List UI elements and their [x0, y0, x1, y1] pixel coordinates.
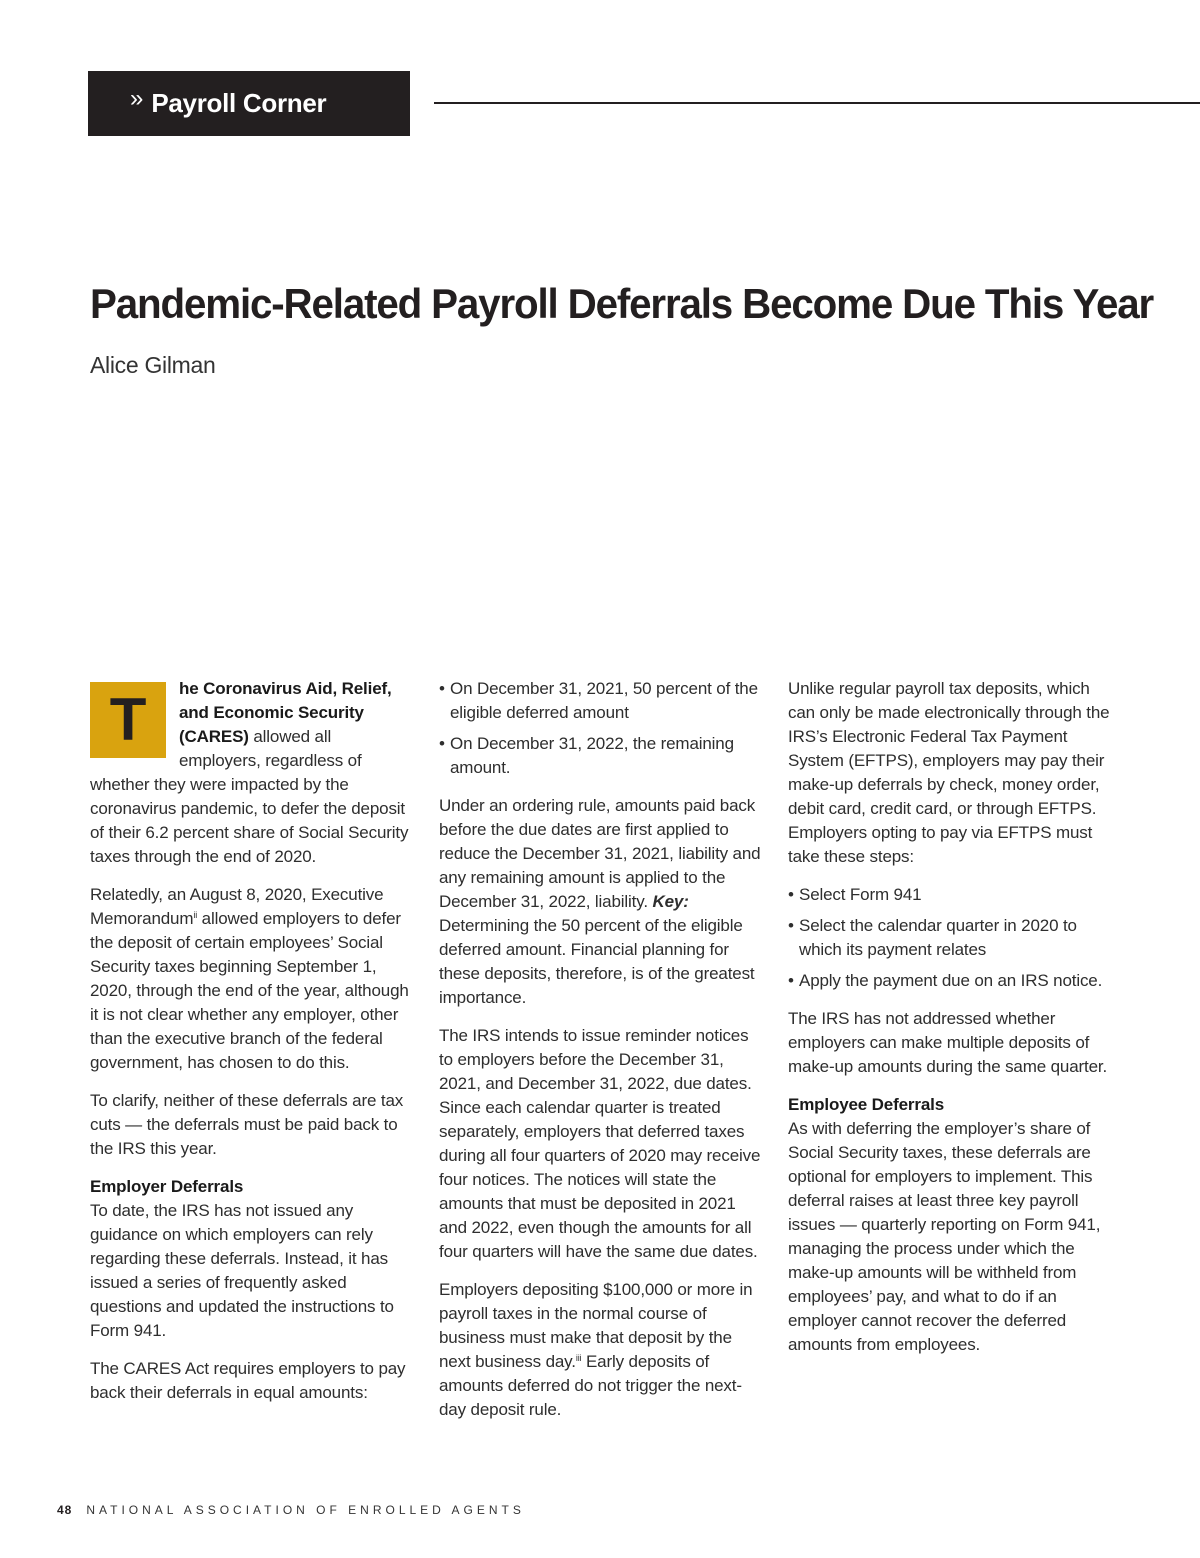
bullet-list — [439, 677, 765, 780]
footnote-marker: iii — [575, 1353, 582, 1363]
chevron-icon: » — [130, 84, 144, 112]
paragraph-text: To date, the IRS has not issued any guidance on which employers can rely regarding these deferrals. Instead, it has issued a series of frequently asked questions and updated the instructions to Form 941. — [90, 1201, 394, 1340]
paragraph: The IRS has not addressed whether employers can make multiple deposits of make-up amounts during the same quarter. — [788, 1009, 1108, 1076]
article-title: Pandemic-Related Payroll Deferrals Become Due This Year — [90, 280, 1154, 327]
subheading: Employer Deferrals — [90, 1177, 244, 1196]
key-label: Key: — [652, 892, 689, 911]
list-item: • On December 31, 2021, 50 percent of the eligible deferred amount — [439, 677, 765, 725]
list-item: • On December 31, 2022, the remaining amount. — [439, 732, 765, 780]
subheading: Employee Deferrals — [788, 1095, 945, 1114]
paragraph — [439, 1278, 765, 1422]
lead-paragraph — [90, 677, 416, 869]
list-item: • Select the calendar quarter in 2020 to which its payment relates — [788, 914, 1114, 962]
article-author: Alice Gilman — [90, 352, 216, 378]
column-3 — [788, 677, 1114, 1371]
paragraph: To clarify, neither of these deferrals are tax cuts — the deferrals must be paid back to the IRS this year. — [90, 1091, 404, 1158]
bullet-list — [788, 883, 1114, 993]
list-item: • Apply the payment due on an IRS notice. — [788, 969, 1114, 993]
column-2 — [439, 677, 765, 1436]
lead-text: allowed all employers, regardless of whether they were impacted by the coronavirus pandemic, to defer the deposit of their 6.2 percent share of Social Security taxes through the end of 2020. — [90, 727, 409, 866]
page-footer — [57, 1503, 525, 1517]
column-1 — [90, 677, 416, 1419]
publication-name: NATIONAL ASSOCIATION OF ENROLLED AGENTS — [86, 1503, 525, 1517]
paragraph-text: Early deposits of amounts deferred do not trigger the next-day deposit rule. — [439, 1352, 742, 1419]
drop-cap: T — [90, 682, 166, 758]
list-item: • Select Form 941 — [788, 883, 1114, 907]
paragraph: The CARES Act requires employers to pay back their deferrals in equal amounts: — [90, 1359, 406, 1402]
page-number: 48 — [57, 1503, 73, 1517]
paragraph — [90, 883, 416, 1075]
header-divider — [434, 102, 1200, 104]
section-header-bar — [88, 71, 410, 136]
section-employer-deferrals — [90, 1175, 416, 1343]
paragraph-text: Relatedly, an August 8, 2020, Executive Memorandum — [90, 885, 384, 928]
paragraph — [439, 794, 765, 1010]
footnote-marker: ii — [193, 910, 198, 920]
paragraph-text: Determining the 50 percent of the eligible deferred amount. Financial planning for these deposits, therefore, is of the greatest importance. — [439, 916, 755, 1007]
paragraph: Unlike regular payroll tax deposits, which can only be made electronically through the IRS’s Electronic Federal Tax Payment System (EFTPS), employers may pay their make-up deferrals by check, money order, debit card, credit card, or through EFTPS. Employers opting to pay via EFTPS must take these steps: — [788, 679, 1110, 866]
lead-bold-text: he Coronavirus Aid, Relief, and Economic Security (CARES) — [179, 679, 392, 746]
paragraph-text: Under an ordering rule, amounts paid back before the due dates are first applied to reduce the December 31, 2021, liability and any remaining amount is applied to the December 31, 2022, liability. — [439, 796, 761, 911]
section-label: Payroll Corner — [151, 88, 327, 118]
paragraph-text: allowed employers to defer the deposit of certain employees’ Social Security taxes beginning September 1, 2020, through the end of the year, although it is not clear whether any employer, other than the executive branch of the federal government, has chosen to do this. — [90, 909, 409, 1072]
paragraph-text: Employers depositing $100,000 or more in payroll taxes in the normal course of business must make that deposit by the next business day. — [439, 1280, 753, 1371]
section-employee-deferrals — [788, 1093, 1114, 1357]
paragraph: The IRS intends to issue reminder notices to employers before the December 31, 2021, and December 31, 2022, due dates. Since each calendar quarter is treated separately, employers that deferred taxes during all four quarters of 2020 may receive four notices. The notices will state the amounts that must be deposited in 2021 and 2022, even though the amounts for all four quarters will have the same due dates. — [439, 1026, 761, 1261]
paragraph-text: As with deferring the employer’s share of Social Security taxes, these deferrals are optional for employers to implement. This deferral raises at least three key payroll issues — quarterly reporting on Form 941, managing the process under which the make-up amounts will be withheld from employees’ pay, and what to do if an employer cannot recover the deferred amounts from employees. — [788, 1119, 1101, 1354]
